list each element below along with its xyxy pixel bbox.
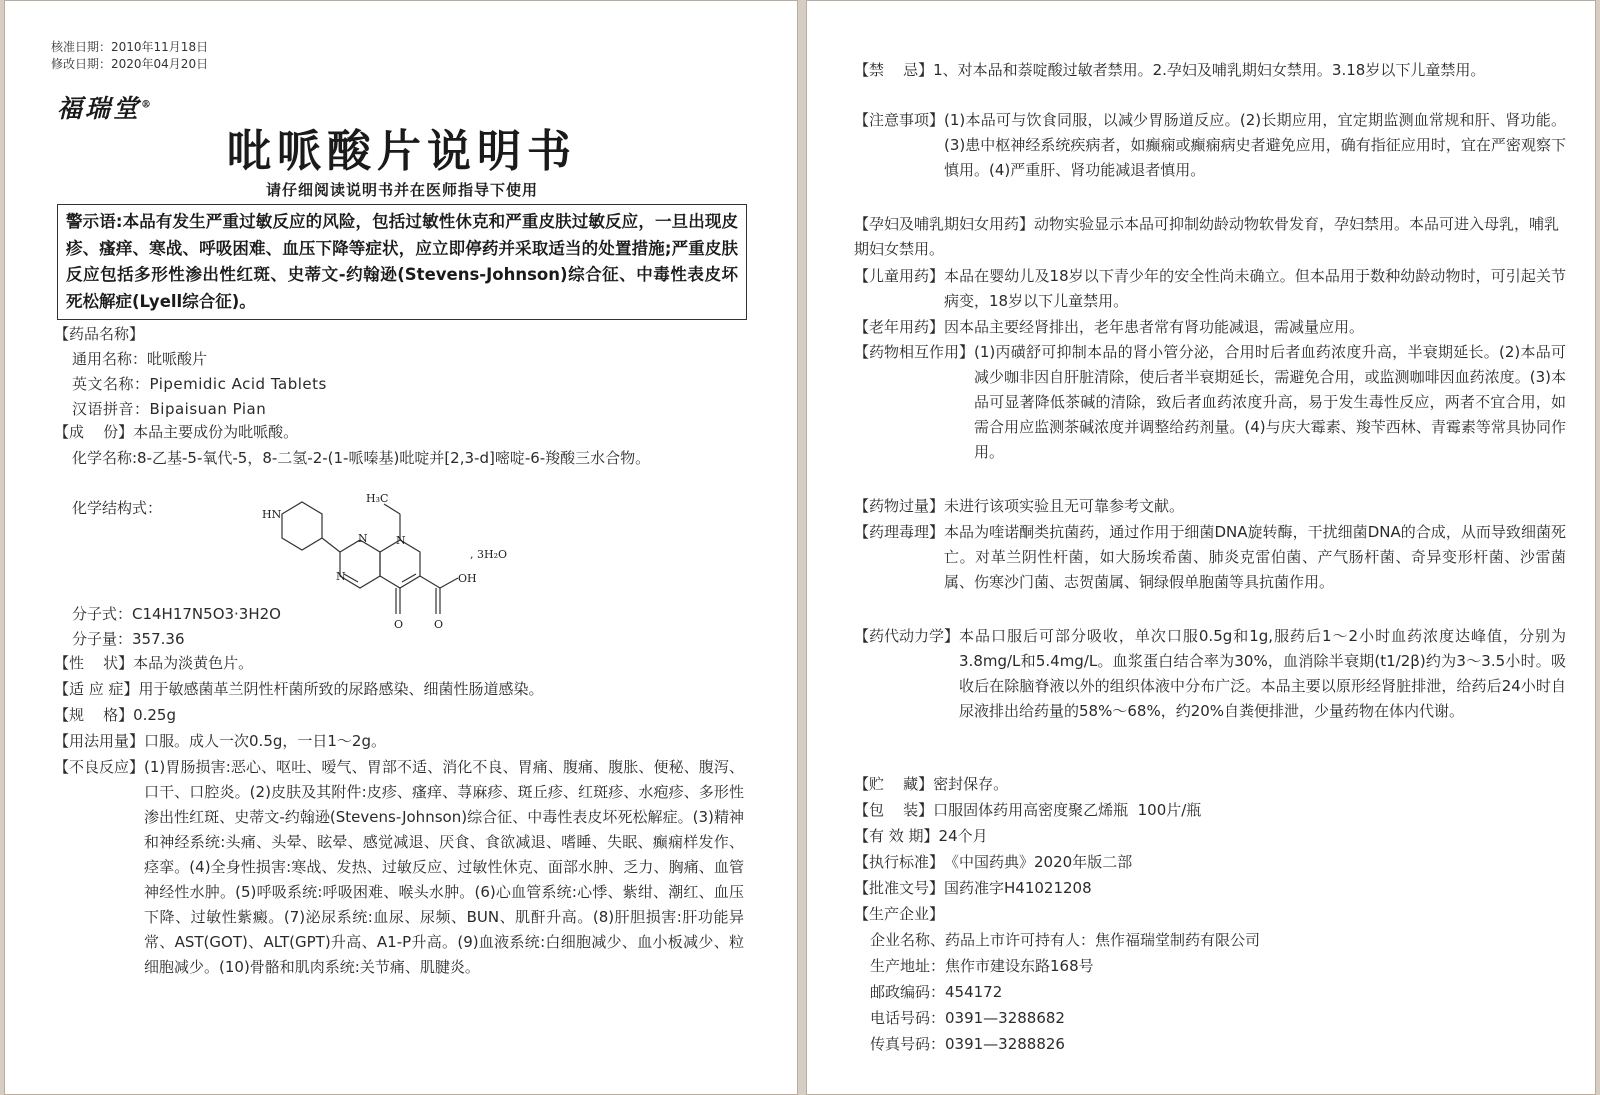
label-hydrate: , 3H₂O [470,548,508,561]
brand-name: 福瑞堂 [57,94,142,123]
document-title: 吡哌酸片说明书 [227,126,577,177]
pharmacology-text: 本品为喹诺酮类抗菌药，通过作用于细菌DNA旋转酶，干扰细菌DNA的合成，从而导致细菌死亡。对革兰阴性杆菌，如大肠埃希菌、肺炎克雷伯菌、产气肠杆菌、奇异变形杆菌、沙雷菌属、伤寒沙门菌、志贺菌属、铜绿假单胞菌等具抗菌作用。 [944,523,1566,591]
manufacturer-label: 【生产企业】 [854,905,945,923]
company-name: 企业名称、药品上市许可持有人：焦作福瑞堂制药有限公司 [870,931,1261,949]
spec-text: 0.25g [133,706,176,724]
indications-label: 【适 应 症】 [54,680,139,698]
cautions-text: (1)本品可与饮食同服，以减少胃肠道反应。(2)长期应用，宜定期监测血常规和肝、肾功能。(3)患中枢神经系统疾病者，如癫痫或癫痫病史者避免应用，确有指征应用时，宜在严密观察下慎用。(4)严重肝、肾功能减退者慎用。 [944,111,1566,179]
overdose-text: 未进行该项实验且无可靠参考文献。 [944,497,1185,515]
validity-text: 24个月 [938,827,988,845]
appearance-label: 【性 状】 [54,654,134,672]
adverse-section [54,755,744,980]
validity-section [854,824,1566,849]
package-label: 【包 装】 [854,801,934,819]
dosage-section [54,729,754,754]
label-n2: N [336,570,346,583]
elderly-label: 【老年用药】 [854,318,945,336]
interactions-text: (1)丙磺舒可抑制本品的肾小管分泌，合用时后者血药浓度升高，半衰期延长。(2)本品可减少咖非因自肝脏清除，使后者半衰期延长，需避免合用，或监测咖啡因血药浓度。(3)本品可显著降低茶碱的清除，致后者血药浓度升高，易于发生毒性反应，两者不宜合用，如需合用应监测茶碱浓度并调整给药剂量。(4)与庆大霉素、羧苄西林、青霉素等常具协同作用。 [974,343,1566,461]
children-section [854,264,1566,314]
standard-label: 【执行标准】 [854,853,945,871]
standard-section [854,850,1566,875]
approval-section [854,876,1566,901]
indications-section [54,677,754,702]
structure-label: 化学结构式： [72,499,163,517]
pharmacokinetics-text: 本品口服后可部分吸收，单次口服0.5g和1g,服药后1～2小时血药浓度达峰值，分别为3.8mg/L和5.4mg/L。血浆蛋白结合率为30%，血消除半衰期(t1/2β)约为3～3.5小时。吸收后在除脑脊液以外的组织体液中分布广泛。本品主要以原形经肾脏排泄，给药后24小时自尿液排出给药量的58%～68%，约20%自粪便排泄，少量药物在体内代谢。 [959,627,1566,720]
interactions-section [854,340,1566,465]
contraindications-label: 【禁 忌】 [854,61,934,79]
dosage-text: 口服。成人一次0.5g，一日1～2g。 [144,732,387,750]
approval-date: 核准日期：2010年11月18日 [51,40,209,54]
warning-box: 警示语:本品有发生严重过敏反应的风险，包括过敏性休克和严重皮肤过敏反应，一旦出现皮疹、瘙痒、寒战、呼吸困难、血压下降等症状，应立即停药并采取适当的处置措施;严重皮肤反应包括多形性渗出性红斑、史蒂文-约翰逊(Stevens-Johnson)综合征、中毒性表皮坏死松解症(Lyell综合征)。 [57,204,747,320]
structure-drawing [262,492,522,638]
contraindications-text: 1、对本品和萘啶酸过敏者禁用。2.孕妇及哺乳期妇女禁用。3.18岁以下儿童禁用。 [933,61,1486,79]
spec-section [54,703,754,728]
approval-label: 【批准文号】 [854,879,945,897]
dates-block [51,39,208,73]
adverse-text: (1)胃肠损害:恶心、呕吐、嗳气、胃部不适、消化不良、胃痛、腹痛、腹胀、便秘、腹泻、口干、口腔炎。(2)皮肤及其附件:皮疹、瘙痒、荨麻疹、斑丘疹、红斑疹、水疱疹、多形性渗出性红斑、史蒂文-约翰逊(Stevens-Johnson)综合征、中毒性表皮坏死松解症。(3)精神和神经系统:头痛、头晕、眩晕、感觉减退、厌食、食欲减退、嗜睡、失眠、癫痫样发作、痉挛。(4)全身性损害:寒战、发热、过敏反应、过敏性休克、面部水肿、乏力、胸痛、血管神经性水肿。(5)呼吸系统:呼吸困难、喉头水肿。(6)心血管系统:心悸、紫绀、潮红、血压下降、过敏性紫癜。(7)泌尿系统:血尿、尿频、BUN、肌酐升高。(8)肝胆损害:肝功能异常、AST(GOT)、ALT(GPT)升高、A1-P升高。(9)血液系统:白细胞减少、血小板减少、粒细胞减少。(10)骨骼和肌肉系统:关节痛、肌腱炎。 [144,758,744,976]
composition-label: 【成 份】 [54,423,134,441]
pharmacokinetics-section [854,624,1566,724]
fax-number: 传真号码：0391—3288826 [870,1035,1065,1053]
standard-text: 《中国药典》2020年版二部 [944,853,1133,871]
appearance-section [54,651,754,676]
package-text: 口服固体药用高密度聚乙烯瓶 100片/瓶 [933,801,1202,819]
approval-text: 国药准字H41021208 [944,879,1092,897]
spec-label: 【规 格】 [54,706,134,724]
pregnancy-section [854,212,1566,262]
storage-section [854,772,1566,797]
label-hn: HN [262,508,282,521]
generic-name: 通用名称：吡哌酸片 [72,350,208,368]
document-subtitle: 请仔细阅读说明书并在医师指导下使用 [265,181,538,199]
adverse-label: 【不良反应】 [54,758,145,776]
storage-text: 密封保存。 [933,775,1009,793]
registered-mark: ® [141,99,152,111]
appearance-text: 本品为淡黄色片。 [133,654,254,672]
label-oh: OH [458,572,477,585]
english-name: 英文名称：Pipemidic Acid Tablets [72,375,327,393]
drug-name-label: 【药品名称】 [54,325,145,343]
composition-section [54,420,754,445]
pregnancy-label: 【孕妇及哺乳期妇女用药】 [854,215,1035,233]
elderly-section [854,315,1566,340]
children-text: 本品在婴幼儿及18岁以下青少年的安全性尚未确立。但本品用于数种幼龄动物时，可引起关节病变，18岁以下儿童禁用。 [944,267,1566,310]
package-section [854,798,1566,823]
pharmacology-label: 【药理毒理】 [854,523,945,541]
molecular-weight: 分子量：357.36 [72,630,185,648]
chemical-structure [262,492,522,638]
overdose-section [854,494,1566,519]
cautions-label: 【注意事项】 [854,111,945,129]
pinyin-name: 汉语拼音：Bipaisuan Pian [72,400,267,418]
dosage-label: 【用法用量】 [54,732,145,750]
pregnancy-text: 动物实验显示本品可抑制幼龄动物软骨发育，孕妇禁用。本品可进入母乳，哺乳期妇女禁用。 [854,215,1560,258]
pharmacokinetics-label: 【药代动力学】 [854,627,960,645]
composition-text: 本品主要成份为吡哌酸。 [133,423,299,441]
label-n1: N [358,532,368,545]
company-address: 生产地址：焦作市建设东路168号 [870,957,1094,975]
label-o1: O [394,618,404,631]
label-o2: O [434,618,444,631]
storage-label: 【贮 藏】 [854,775,934,793]
chemical-name: 化学名称:8-乙基-5-氧代-5，8-二氢-2-(1-哌嗪基)吡啶并[2,3-d]嘧啶-6-羧酸三水合物。 [72,449,651,467]
label-n3: N [396,534,406,547]
elderly-text: 因本品主要经肾排出，老年患者常有肾功能减退，需减量应用。 [944,318,1365,336]
indications-text: 用于敏感菌革兰阴性杆菌所致的尿路感染、细菌性肠道感染。 [138,680,544,698]
label-ethyl: H₃C [366,492,389,505]
molecular-formula: 分子式：C14H17N5O3·3H2O [72,605,281,623]
phone-number: 电话号码：0391—3288682 [870,1009,1065,1027]
cautions-section [854,108,1566,183]
children-label: 【儿童用药】 [854,267,945,285]
contraindications-section [854,58,1566,83]
overdose-label: 【药物过量】 [854,497,945,515]
revision-date: 修改日期：2020年04月20日 [51,57,209,71]
interactions-label: 【药物相互作用】 [854,343,975,361]
validity-label: 【有 效 期】 [854,827,939,845]
pharmacology-section [854,520,1566,595]
postcode: 邮政编码：454172 [870,983,1003,1001]
